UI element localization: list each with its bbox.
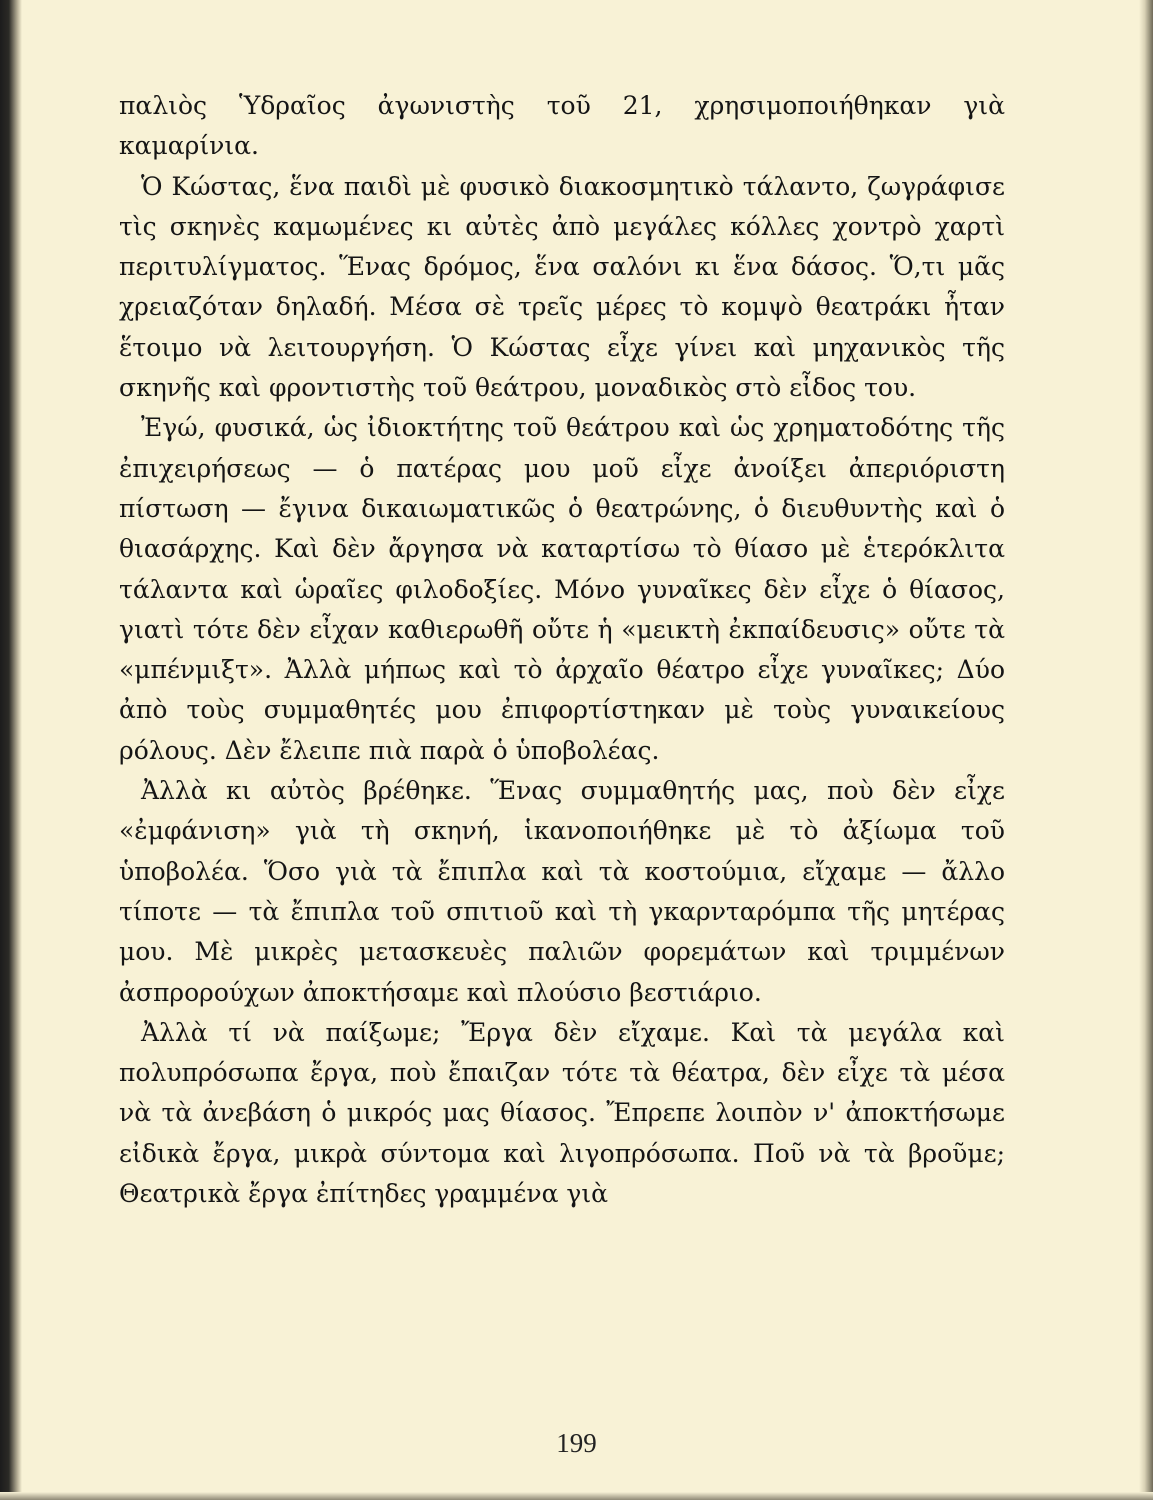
paragraph: Ἀλλὰ κι αὐτὸς βρέθηκε. Ἕνας συμμαθητής μας, ποὺ δὲν εἶχε «ἐμφάνιση» γιὰ τὴ σκηνή, ἱκανοποιήθηκε μὲ τὸ ἀξίωμα τοῦ ὑποβολέα. Ὅσο γιὰ τὰ ἔπιπλα καὶ τὰ κοστούμια, εἴχαμε — ἄλλο τίποτε — τὰ ἔπιπλα τοῦ σπιτιοῦ καὶ τὴ γκαρνταρόμπα τῆς μητέρας μου. Μὲ μικρὲς μετασκευὲς παλιῶν φορεμάτων καὶ τριμμένων ἀσπρορούχων ἀποκτήσαμε καὶ πλούσιο βεστιάριο. bbox=[119, 776, 1005, 1007]
body-text bbox=[119, 86, 1005, 1214]
paragraph: παλιὸς Ὑδραῖος ἀγωνιστὴς τοῦ 21, χρησιμοποιήθηκαν γιὰ καμαρίνια. bbox=[119, 91, 1005, 161]
scan-edge-bottom bbox=[0, 1492, 1153, 1500]
page-number: 199 bbox=[556, 1428, 597, 1458]
scan-edge-right bbox=[1139, 0, 1153, 1500]
paragraph: Ἐγώ, φυσικά, ὡς ἰδιοκτήτης τοῦ θεάτρου καὶ ὡς χρηματοδότης τῆς ἐπιχειρήσεως — ὁ πατέρας μου μοῦ εἶχε ἀνοίξει ἀπεριόριστη πίστωση — ἔγινα δικαιωματικῶς ὁ θεατρώνης, ὁ διευθυντὴς καὶ ὁ θιασάρχης. Καὶ δὲν ἄργησα νὰ καταρτίσω τὸ θίασο μὲ ἑτερόκλιτα τάλαντα καὶ ὡραῖες φιλοδοξίες. Μόνο γυναῖκες δὲν εἶχε ὁ θίασος, γιατὶ τότε δὲν εἶχαν καθιερωθῆ οὔτε ἡ «μεικτὴ ἐκπαίδευσις» οὔτε τὰ «μπένμιξτ». Ἀλλὰ μήπως καὶ τὸ ἀρχαῖο θέατρο εἶχε γυναῖκες; Δύο ἀπὸ τοὺς συμμαθητές μου ἐπιφορτίστηκαν μὲ τοὺς γυναικείους ρόλους. Δὲν ἔλειπε πιὰ παρὰ ὁ ὑποβολέας. bbox=[119, 413, 1005, 765]
paragraph: Ἀλλὰ τί νὰ παίξωμε; Ἔργα δὲν εἴχαμε. Καὶ τὰ μεγάλα καὶ πολυπρόσωπα ἔργα, ποὺ ἔπαιζαν τότε τὰ θέατρα, δὲν εἶχε τὰ μέσα νὰ τὰ ἀνεβάση ὁ μικρός μας θίασος. Ἔπρεπε λοιπὸν ν' ἀποκτήσωμε εἰδικὰ ἔργα, μικρὰ σύντομα καὶ λιγοπρόσωπα. Ποῦ νὰ τὰ βροῦμε; Θεατρικὰ ἔργα ἐπίτηδες γραμμένα γιὰ bbox=[119, 1017, 1005, 1209]
scan-edge-left bbox=[0, 0, 22, 1500]
paragraph: Ὁ Κώστας, ἕνα παιδὶ μὲ φυσικὸ διακοσμητικὸ τάλαντο, ζωγράφισε τὶς σκηνὲς καμωμένες κι αὐτὲς ἀπὸ μεγάλες κόλλες χοντρὸ χαρτὶ περιτυλίγματος. Ἕνας δρόμος, ἕνα σαλόνι κι ἕνα δάσος. Ὅ,τι μᾶς χρειαζόταν δηλαδή. Μέσα σὲ τρεῖς μέρες τὸ κομψὸ θεατράκι ἦταν ἕτοιμο νὰ λειτουργήση. Ὁ Κώστας εἶχε γίνει καὶ μηχανικὸς τῆς σκηνῆς καὶ φροντιστὴς τοῦ θεάτρου, μοναδικὸς στὸ εἶδος του. bbox=[119, 171, 1005, 403]
